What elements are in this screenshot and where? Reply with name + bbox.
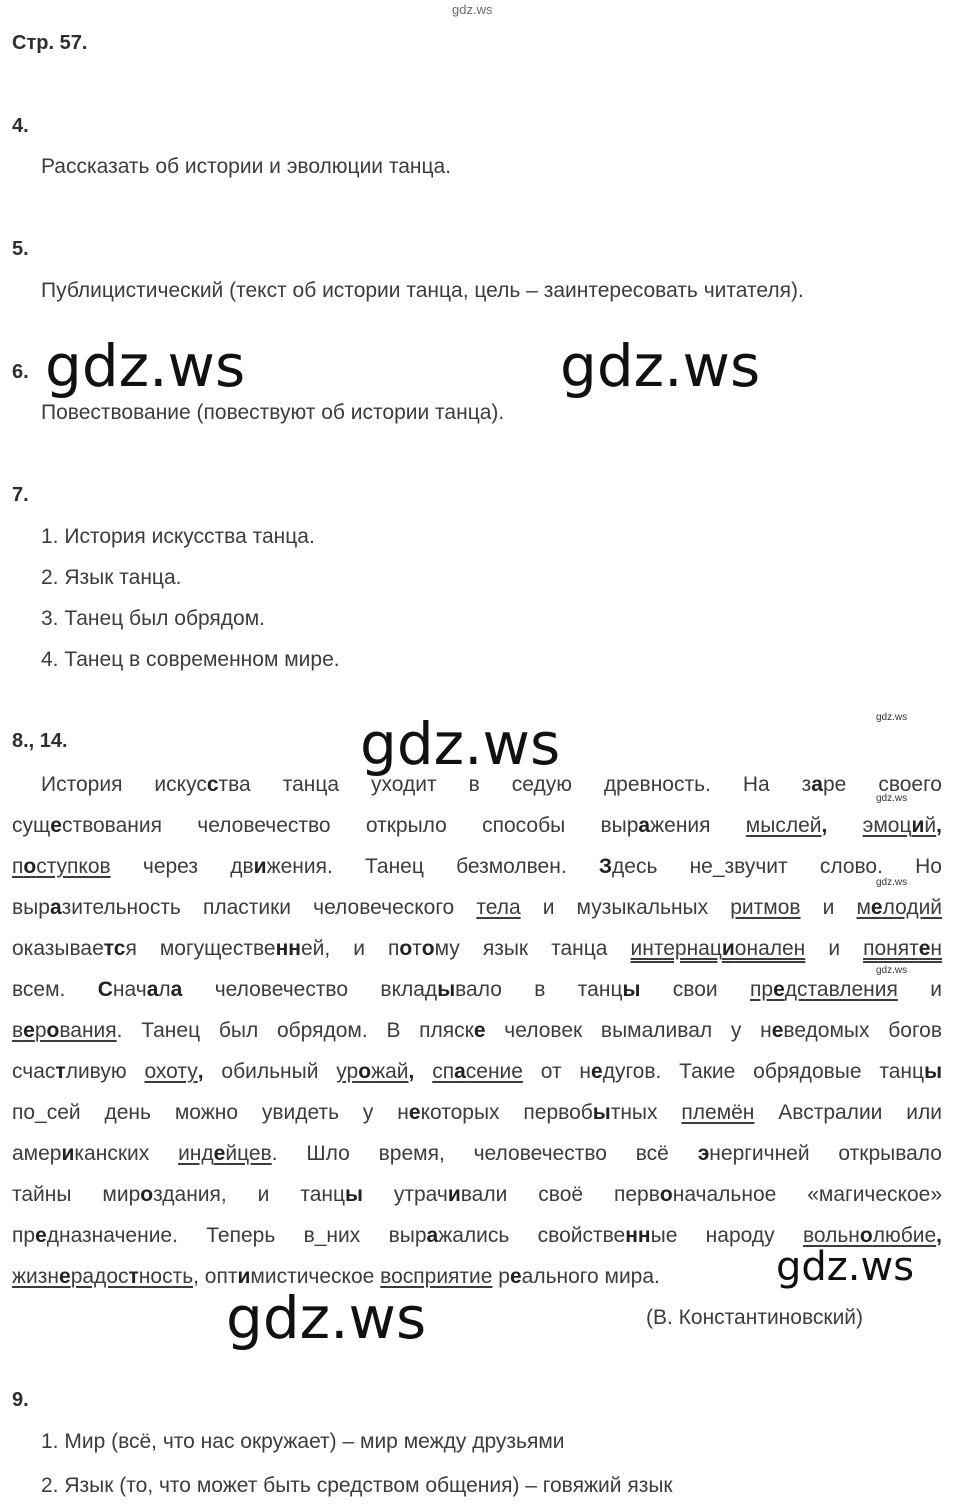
watermark-small: gdz.ws	[876, 965, 908, 976]
answer-text: Публицистический (текст об истории танца, цель – заинтересовать читателя).	[41, 279, 804, 302]
paragraph-line: американских индейцев. Шло время, человечество всё энергичней открывало	[12, 1142, 942, 1165]
paragraph-line: выразительность пластики человеческого тела и музыкальных ритмов и мелодий	[12, 896, 943, 919]
answer-text: Рассказать об истории и эволюции танца.	[41, 155, 452, 178]
watermark-small: gdz.ws	[876, 877, 908, 888]
watermark-large: gdz.ws	[226, 1284, 427, 1352]
list-item: 2. Язык танца.	[41, 566, 182, 589]
list-item: 4. Танец в современном мире.	[41, 648, 340, 671]
section-number: 9.	[12, 1389, 29, 1411]
list-item: 3. Танец был обрядом.	[41, 607, 265, 630]
list-item: 1. Мир (всё, что нас окружает) – мир между друзьями	[41, 1430, 565, 1453]
paragraph-line: всем. Сначала человечество вкладывало в танцы свои представления и	[12, 978, 942, 1001]
section-number: 4.	[12, 115, 29, 137]
paragraph-line: оказывается могущественней, и потому язык танца интернационален и понятен	[12, 937, 943, 960]
watermark-small: gdz.ws	[876, 712, 908, 723]
answer-text: Повествование (повествуют об истории танца).	[41, 401, 505, 424]
watermark-large: gdz.ws	[560, 332, 761, 400]
paragraph-line: счастливую охоту, обильный урожай, спасение от недугов. Такие обрядовые танцы	[12, 1060, 942, 1083]
section-number: 6.	[12, 361, 29, 383]
watermark-medium: gdz.ws	[776, 1244, 915, 1290]
paragraph-line: жизнерадостность, оптимистическое восприятие реального мира.	[12, 1265, 660, 1288]
analyzed-paragraph	[12, 764, 942, 1297]
watermark-top: gdz.ws	[452, 2, 493, 17]
watermark-large: gdz.ws	[45, 332, 246, 400]
paragraph-line: верования. Танец был обрядом. В пляске человек вымаливал у неведомых богов	[12, 1019, 942, 1042]
author-credit: (В. Константиновский)	[646, 1306, 864, 1329]
paragraph-line: существования человечество открыло способы выражения мыслей, эмоций,	[12, 814, 942, 837]
section-number: 8., 14.	[12, 730, 68, 752]
paragraph-line: предназначение. Теперь в_них выражались свойственные народу вольнолюбие,	[12, 1224, 942, 1247]
list-item: 1. История искусства танца.	[41, 525, 315, 548]
section-number: 7.	[12, 484, 29, 506]
section-number: 5.	[12, 238, 29, 260]
paragraph-line: История искусства танца уходит в седую древность. На заре своего	[41, 773, 942, 796]
page-title: Стр. 57.	[12, 32, 88, 54]
paragraph-line: по_сей день можно увидеть у некоторых первобытных племён Австралии или	[12, 1101, 942, 1124]
paragraph-line: поступков через движения. Танец безмолвен. Здесь не_звучит слово. Но	[12, 855, 942, 878]
list-item: 2. Язык (то, что может быть средством общения) – говяжий язык	[41, 1474, 673, 1497]
watermark-large: gdz.ws	[360, 710, 561, 778]
watermark-small: gdz.ws	[876, 793, 908, 804]
paragraph-line: тайны мироздания, и танцы утрачивали своё первоначальное «магическое»	[12, 1183, 943, 1206]
